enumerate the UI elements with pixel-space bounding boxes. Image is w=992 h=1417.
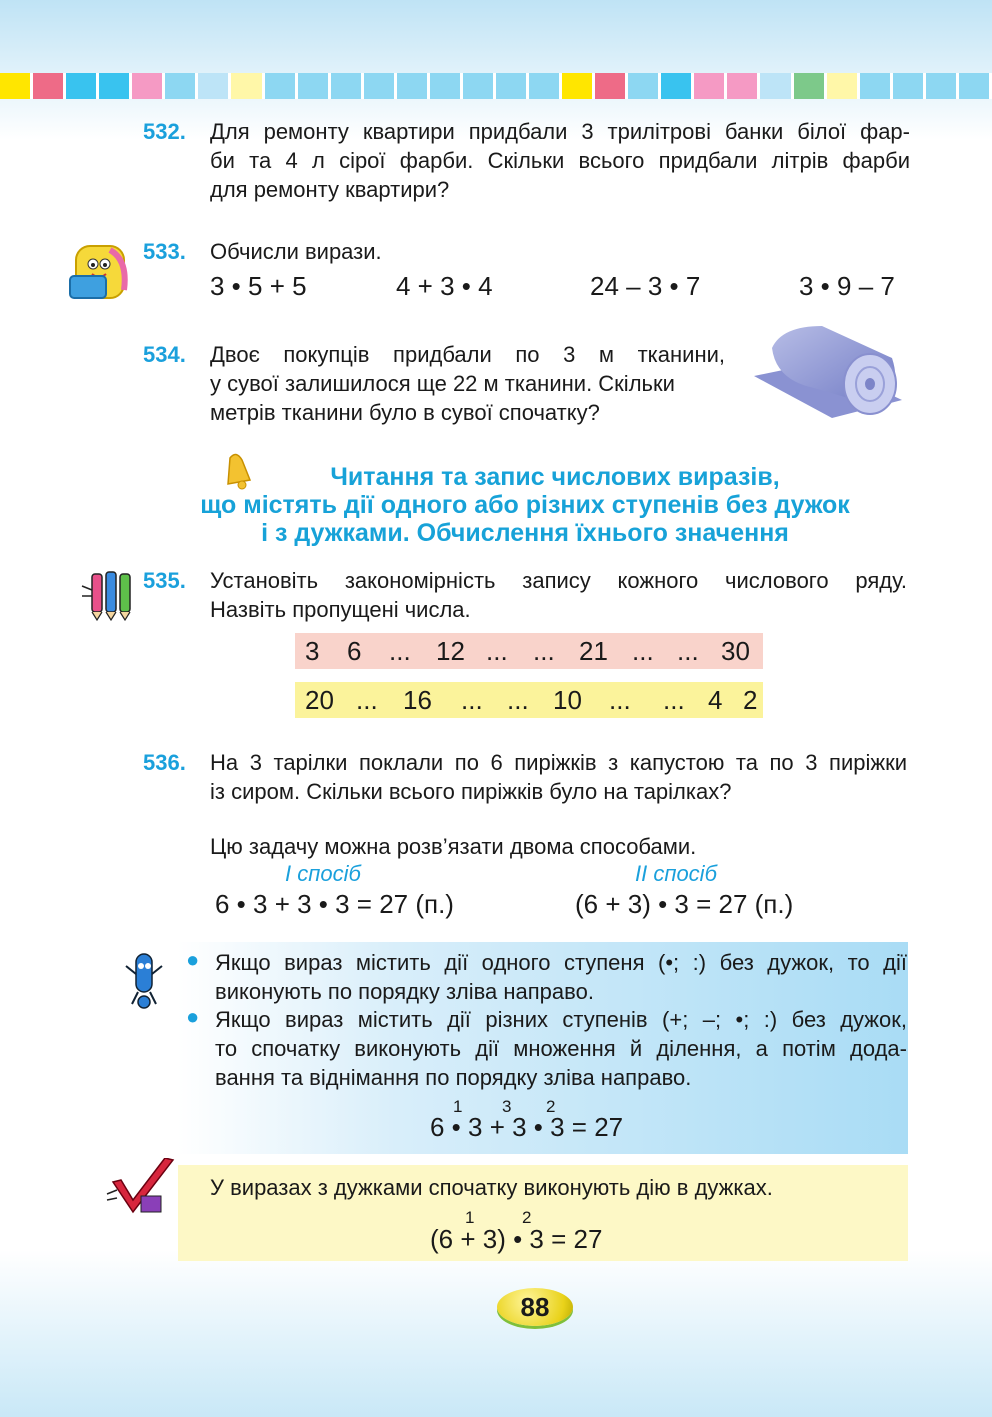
expression: 3 • 9 – 7 xyxy=(799,271,895,301)
method-label: І спосіб xyxy=(285,861,361,886)
expression: 24 – 3 • 7 xyxy=(590,271,701,301)
rule-text: У виразах з дужками спочатку виконують дію в дужках. xyxy=(210,1175,773,1200)
exercise-number: 536. xyxy=(143,750,186,775)
rule-text: Якщо вираз містить дії одного ступеня (•; :) без дужок, то дії xyxy=(215,950,907,975)
solution-expression: 6 • 3 + 3 • 3 = 27 (п.) xyxy=(215,889,454,919)
exercise-number: 534. xyxy=(143,342,186,367)
sequence-value: 4 xyxy=(708,685,723,715)
stripe-segment xyxy=(231,73,264,99)
stripe-segment xyxy=(827,73,860,99)
stripe-segment xyxy=(661,73,694,99)
exercise-text: Для ремонту квартири придбали 3 трилітрові банки білої фар- xyxy=(210,119,910,144)
operation-order: 1 xyxy=(453,1097,463,1116)
operation-order: 3 xyxy=(502,1097,512,1116)
exercise-text: із сиром. Скільки всього пиріжків було на тарілках? xyxy=(210,779,732,804)
operation-order: 2 xyxy=(522,1208,532,1227)
exercise-text: Назвіть пропущені числа. xyxy=(210,597,471,622)
exercise-text: Двоє покупців придбали по 3 м тканини, xyxy=(210,342,725,367)
stripe-segment xyxy=(364,73,397,99)
sequence-value: ... xyxy=(389,636,411,666)
stripe-segment xyxy=(198,73,231,99)
stripe-segment xyxy=(694,73,727,99)
rule-text: вання та віднімання по порядку зліва направо. xyxy=(215,1065,692,1090)
stripe-segment xyxy=(165,73,198,99)
backpack-icon xyxy=(66,240,134,309)
stripe-segment xyxy=(496,73,529,99)
stripe-segment xyxy=(132,73,165,99)
section-heading: і з дужками. Обчислення їхнього значення xyxy=(261,519,789,547)
rule-example: (6 + 3) • 3 = 27 xyxy=(430,1224,603,1254)
stripe-segment xyxy=(298,73,331,99)
stripe-segment xyxy=(760,73,793,99)
stripe-segment xyxy=(529,73,562,99)
stripe-segment xyxy=(0,73,33,99)
sequence-value: ... xyxy=(677,636,699,666)
stripe-segment xyxy=(628,73,661,99)
sequence-value: 30 xyxy=(721,636,750,666)
sequence-value: 16 xyxy=(403,685,432,715)
stripe-segment xyxy=(562,73,595,99)
rule-example: 6 • 3 + 3 • 3 = 27 xyxy=(430,1112,624,1142)
sequence-value: ... xyxy=(533,636,555,666)
stripe-segment xyxy=(893,73,926,99)
section-heading: що містять дії одного або різних ступенів без дужок xyxy=(200,491,850,519)
pencils-icon xyxy=(80,566,140,627)
sequence-value: 21 xyxy=(579,636,608,666)
exercise-text: Цю задачу можна розв’язати двома способами. xyxy=(210,834,697,859)
sequence-value: ... xyxy=(356,685,378,715)
stripe-segment xyxy=(727,73,760,99)
number-sequence-row xyxy=(295,633,763,669)
number-sequence-row xyxy=(295,682,763,718)
decorative-color-stripe xyxy=(0,73,992,99)
rule-text: Якщо вираз містить дії різних ступенів (+; –; •; :) без дужок, xyxy=(215,1007,907,1032)
stripe-segment xyxy=(331,73,364,99)
stripe-segment xyxy=(463,73,496,99)
page-number: 88 xyxy=(497,1288,573,1326)
operation-order: 2 xyxy=(546,1097,556,1116)
stripe-segment xyxy=(595,73,628,99)
sequence-value: ... xyxy=(632,636,654,666)
solution-expression: (6 + 3) • 3 = 27 (п.) xyxy=(575,889,794,919)
exercise-text: у сувої залишилося ще 22 м тканини. Скільки xyxy=(210,371,675,396)
stripe-segment xyxy=(959,73,992,99)
exercise-number: 535. xyxy=(143,568,186,593)
exercise-number: 533. xyxy=(143,239,186,264)
checkmark-mascot-icon xyxy=(105,1158,177,1225)
stripe-segment xyxy=(265,73,298,99)
stripe-segment xyxy=(66,73,99,99)
stripe-segment xyxy=(430,73,463,99)
sequence-value: 2 xyxy=(743,685,758,715)
operation-order: 1 xyxy=(465,1208,475,1227)
stripe-segment xyxy=(926,73,959,99)
exercise-text: би та 4 л сірої фарби. Скільки всього придбали літрів фарби xyxy=(210,148,910,173)
sequence-value: 6 xyxy=(347,636,362,666)
sequence-value: ... xyxy=(461,685,483,715)
sequence-value: ... xyxy=(663,685,685,715)
bullet-dot: ● xyxy=(186,1004,200,1029)
rule-text: то спочатку виконують дії множення й ділення, а потім дода- xyxy=(215,1036,907,1061)
sequence-value: ... xyxy=(486,636,508,666)
sequence-value: 3 xyxy=(305,636,320,666)
bullet-dot: ● xyxy=(186,947,200,972)
exercise-text: для ремонту квартири? xyxy=(210,177,450,202)
exclamation-mascot-icon xyxy=(122,952,166,1017)
fabric-roll-image xyxy=(752,318,907,435)
stripe-segment xyxy=(33,73,66,99)
expression: 4 + 3 • 4 xyxy=(396,271,493,301)
section-heading: Читання та запис числових виразів, xyxy=(330,463,780,491)
stripe-segment xyxy=(99,73,132,99)
sequence-value: 20 xyxy=(305,685,334,715)
rule-text: виконують по порядку зліва направо. xyxy=(215,979,594,1004)
exercise-text: Установіть закономірність запису кожного числового ряду. xyxy=(210,568,907,593)
exercise-text: На 3 тарілки поклали по 6 пиріжків з капустою та по 3 пиріжки xyxy=(210,750,907,775)
stripe-segment xyxy=(860,73,893,99)
exercise-text: метрів тканини було в сувої спочатку? xyxy=(210,400,600,425)
expression: 3 • 5 + 5 xyxy=(210,271,307,301)
sequence-value: 12 xyxy=(436,636,465,666)
exercise-number: 532. xyxy=(143,119,186,144)
stripe-segment xyxy=(794,73,827,99)
sequence-value: ... xyxy=(609,685,631,715)
method-label: ІІ спосіб xyxy=(635,861,717,886)
stripe-segment xyxy=(397,73,430,99)
exercise-text: Обчисли вирази. xyxy=(210,239,382,264)
sequence-value: ... xyxy=(507,685,529,715)
sequence-value: 10 xyxy=(553,685,582,715)
